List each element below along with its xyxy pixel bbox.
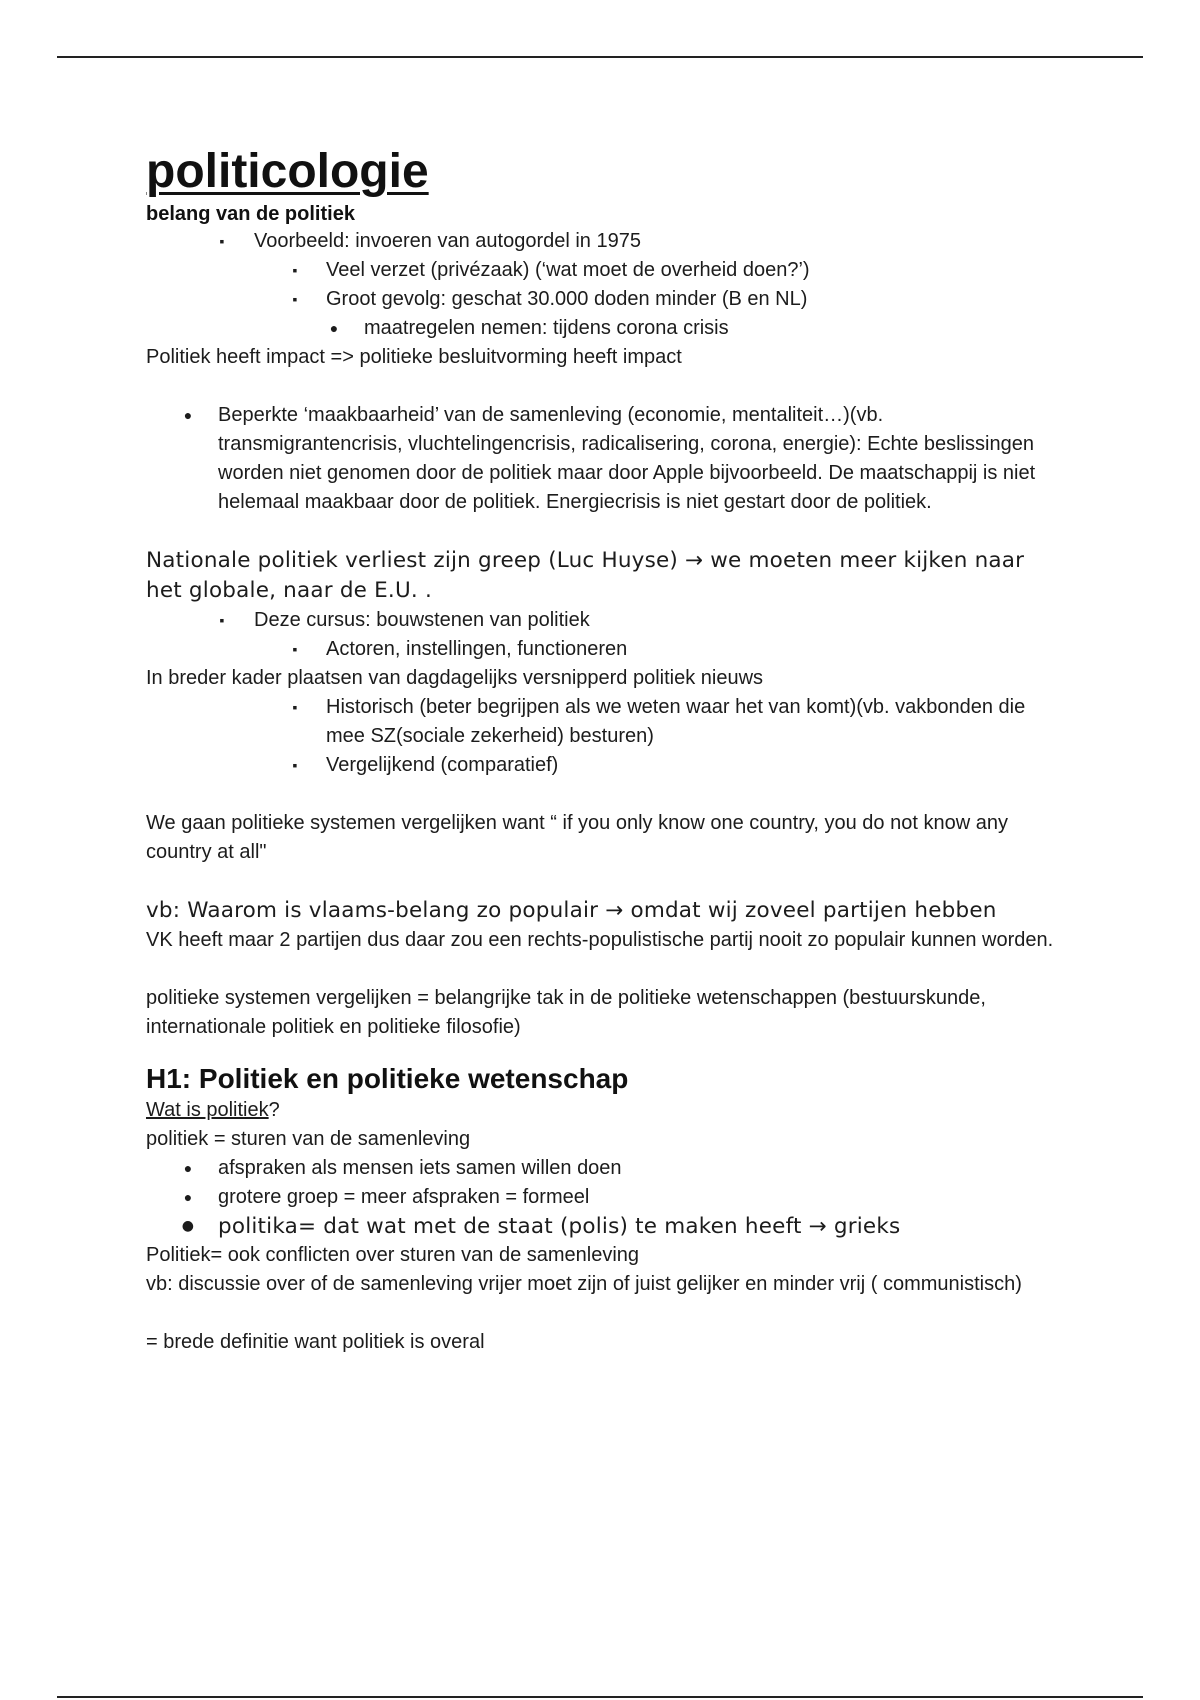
page-title: politicologie: [146, 145, 429, 198]
bullet-icon: ▪: [292, 699, 298, 715]
list-item: ▪ Veel verzet (privézaak) (‘wat moet de overheid doen?’): [146, 256, 1066, 285]
chapter-heading: H1: Politiek en politieke wetenschap: [146, 1063, 629, 1094]
bullet-icon: ●: [183, 1160, 193, 1176]
spacer: [146, 955, 1066, 984]
spacer: [146, 1299, 1066, 1328]
list-item: ● grotere groep = meer afspraken = formeel: [146, 1183, 1066, 1212]
bullet-icon: ●: [329, 320, 339, 336]
bullet-icon: ▪: [292, 262, 298, 278]
spacer: [146, 780, 1066, 809]
list-item: ▪ Actoren, instellingen, functioneren: [146, 635, 1066, 664]
list-item: ● afspraken als mensen iets samen willen doen: [146, 1154, 1066, 1183]
top-rule: [57, 56, 1143, 58]
section-subtitle: belang van de politiek: [146, 203, 355, 225]
watis-underlined: Wat is politiek: [146, 1099, 269, 1121]
document-body: [146, 143, 1066, 1357]
paragraph-vb-discussie: vb: discussie over of de samenleving vrijer moet zijn of juist gelijker en minder vrij ( communistisch): [146, 1273, 1022, 1295]
paragraph-impact: Politiek heeft impact => politieke besluitvorming heeft impact: [146, 346, 682, 368]
bullet-icon: ●: [183, 1189, 193, 1205]
paragraph-watis: [146, 1096, 1066, 1125]
bullet-icon: ▪: [292, 291, 298, 307]
bullet-icon: ▪: [219, 612, 225, 628]
watis-question-mark: ?: [268, 1099, 280, 1121]
list-item: ▪ Historisch (beter begrijpen als we weten waar het van komt)(vb. vakbonden die mee SZ(sociale zekerheid) besturen): [146, 693, 1066, 751]
paragraph-conflicten: Politiek= ook conflicten over sturen van de samenleving: [146, 1244, 640, 1266]
list-item: ▪ Voorbeeld: invoeren van autogordel in 1975: [146, 227, 1066, 256]
list-item: ▪ Groot gevolg: geschat 30.000 doden minder (B en NL): [146, 285, 1066, 314]
bullet-icon: ▪: [292, 641, 298, 657]
spacer: [146, 372, 1066, 401]
bullet-icon: ▪: [219, 233, 225, 249]
paragraph-breder: In breder kader plaatsen van dagdagelijks versnipperd politiek nieuws: [146, 667, 764, 689]
list-item: ● maatregelen nemen: tijdens corona crisis: [146, 314, 1066, 343]
bullet-icon: ▪: [292, 757, 298, 773]
paragraph-vb-vlaams: vb: Waarom is vlaams-belang zo populair → omdat wij zoveel partijen hebben: [146, 898, 997, 923]
paragraph-brede: = brede definitie want politiek is overal: [146, 1331, 485, 1353]
list-item: ● politika= dat wat met de staat (polis) te maken heeft → grieks: [181, 1214, 901, 1239]
bottom-rule: [57, 1696, 1143, 1698]
list-item: ▪ Vergelijkend (comparatief): [146, 751, 1066, 780]
spacer: [146, 867, 1066, 896]
spacer: [146, 1042, 1066, 1062]
paragraph-nationale: Nationale politiek verliest zijn greep (Luc Huyse) → we moeten meer kijken naar het globale, naar de E.U. .: [146, 548, 1025, 603]
paragraph-vk: VK heeft maar 2 partijen dus daar zou een rechts-populistische partij nooit zo populair kunnen worden.: [146, 929, 1054, 951]
bullet-icon: ●: [181, 1218, 195, 1234]
list-item: ● Beperkte ‘maakbaarheid’ van de samenleving (economie, mentaliteit…)(vb. transmigrantencrisis, vluchtelingencrisis, radicalisering, corona, energie): Echte beslissingen worden niet genomen door de politiek maar door Apple bijvoorbeeld. De maatschappij is niet helemaal maakbaar door de politiek. Energiecrisis is niet gestart door de politiek.: [146, 401, 1066, 517]
bullet-icon: ●: [183, 407, 193, 423]
paragraph-definition: politiek = sturen van de samenleving: [146, 1128, 471, 1150]
paragraph-wegaan: We gaan politieke systemen vergelijken want “ if you only know one country, you do not know any country at all": [146, 812, 1008, 863]
spacer: [146, 517, 1066, 546]
paragraph-systemen: politieke systemen vergelijken = belangrijke tak in de politieke wetenschappen (bestuurskunde, internationale politiek en politieke filosofie): [146, 987, 986, 1038]
list-item: ▪ Deze cursus: bouwstenen van politiek: [146, 606, 1066, 635]
